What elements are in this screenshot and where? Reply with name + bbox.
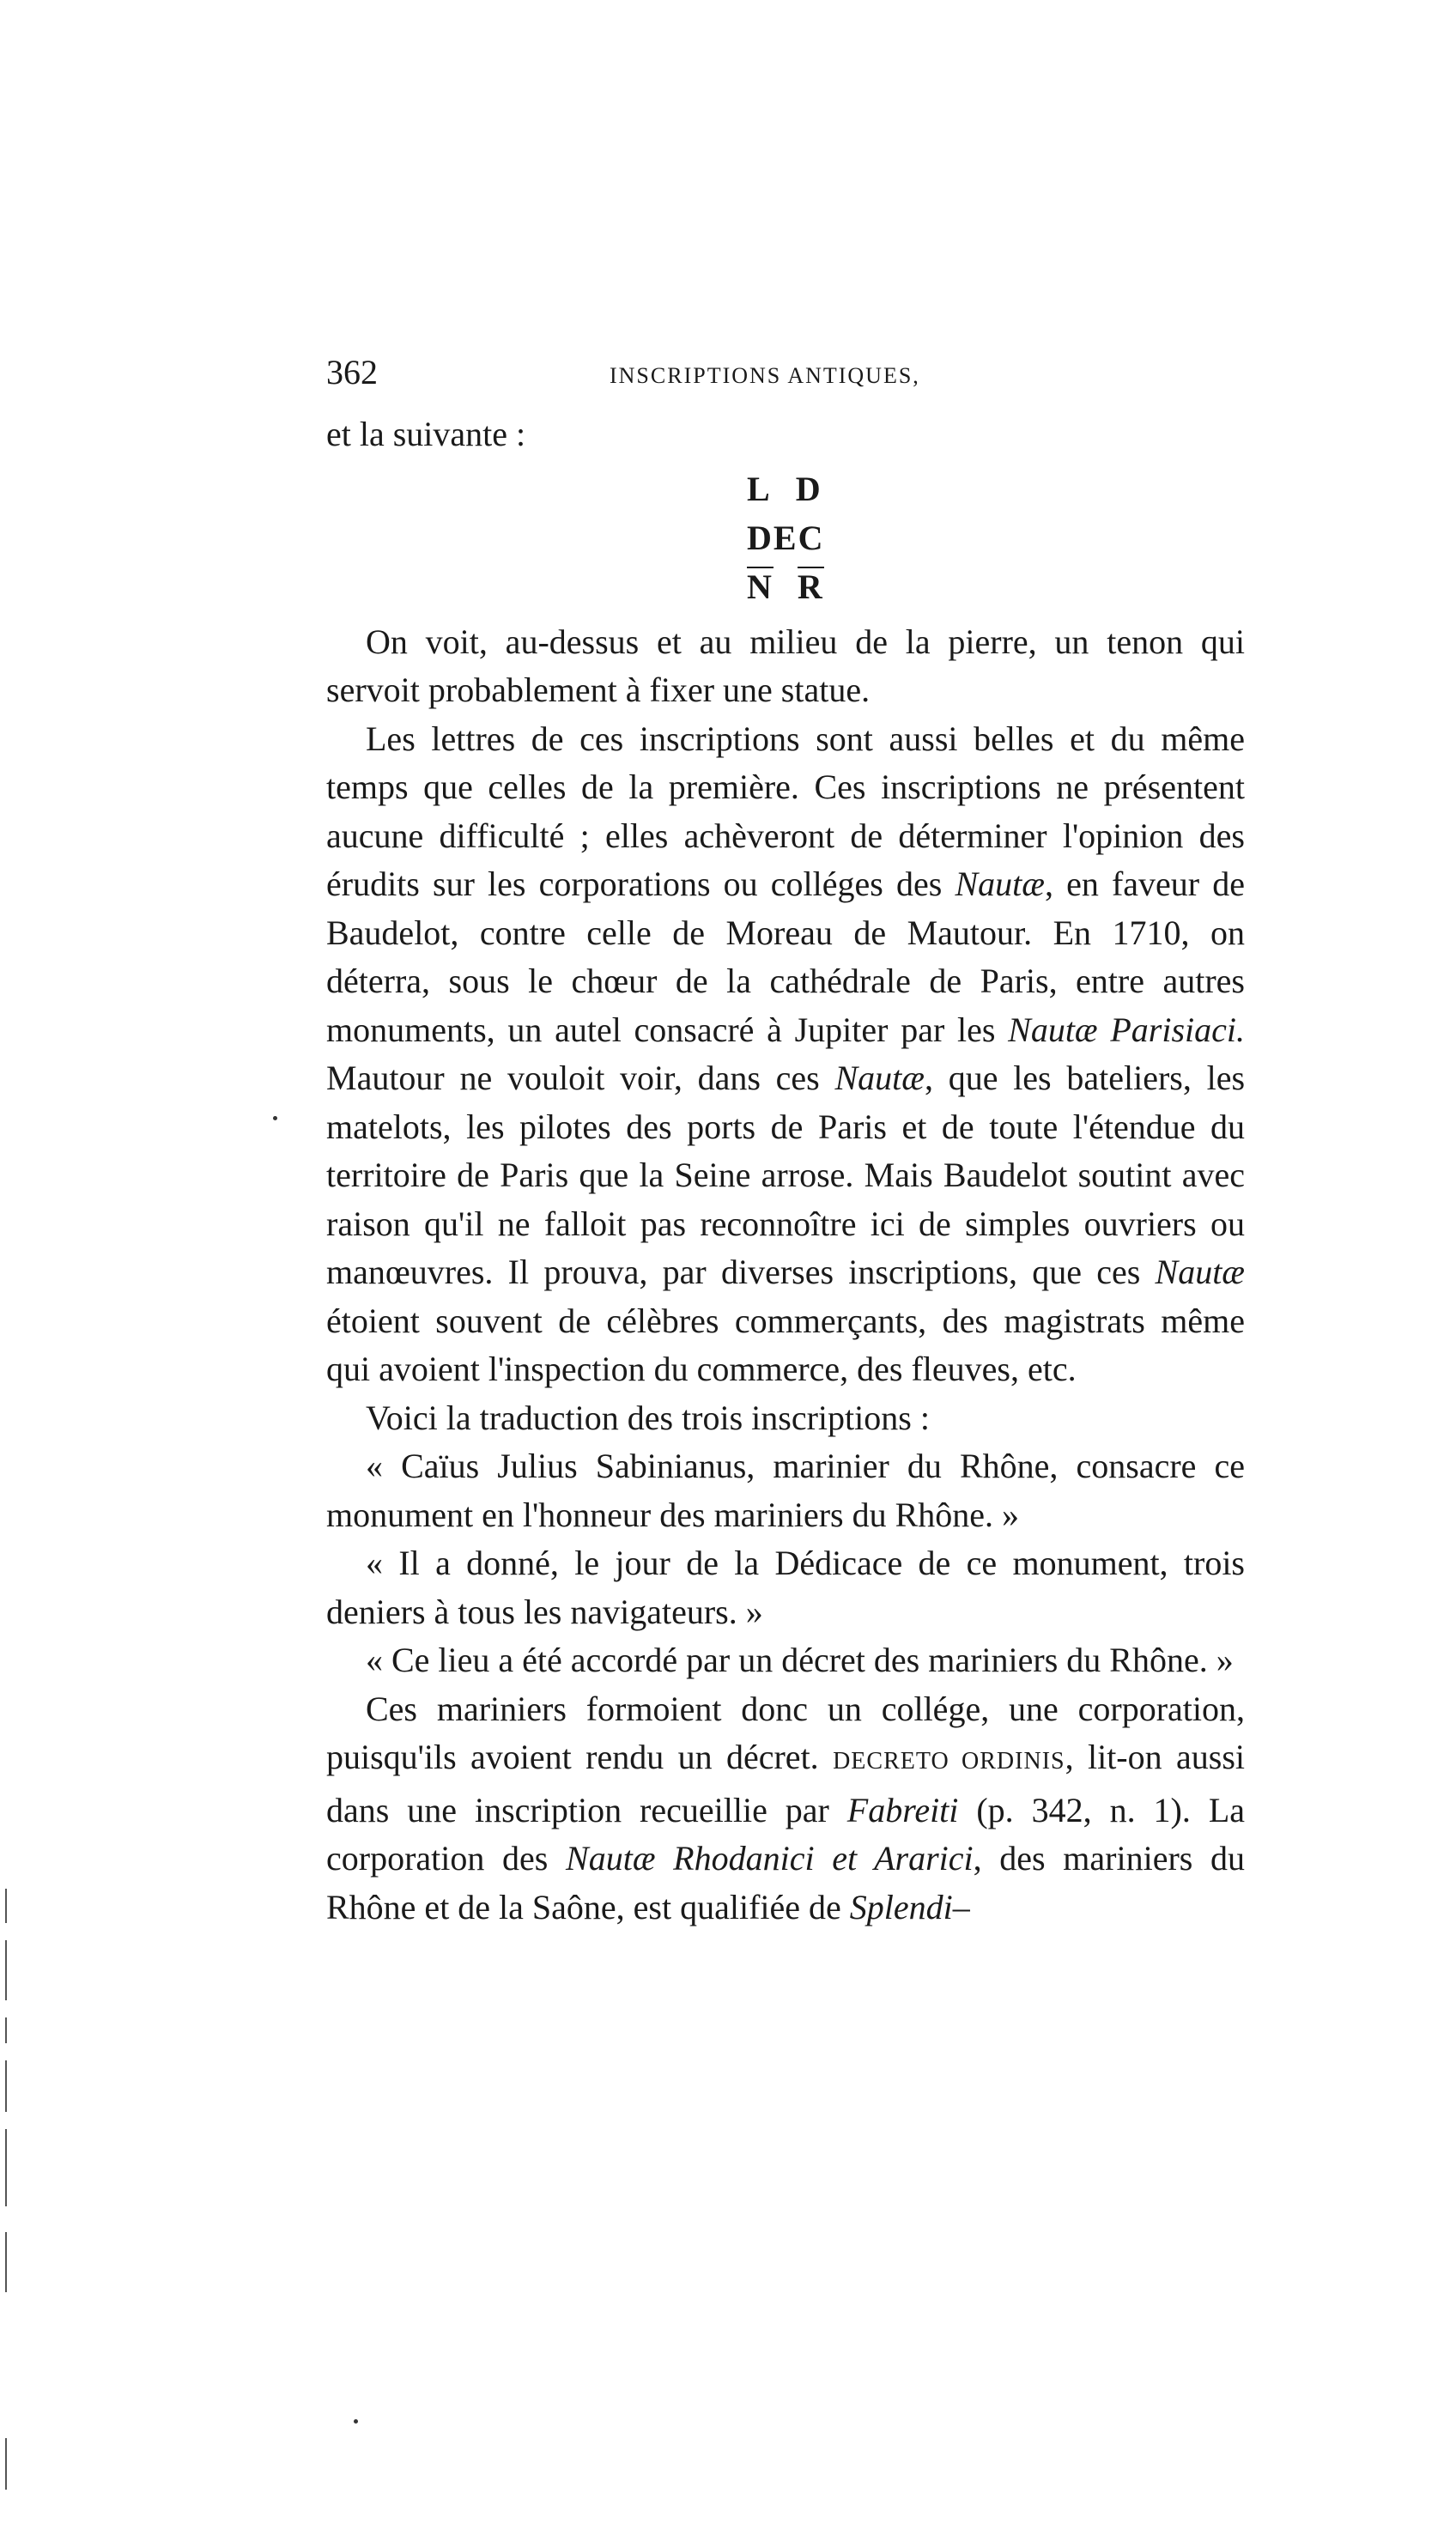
paragraph: Voici la traduction des trois inscriptions : <box>366 1398 930 1437</box>
scan-margin-mark <box>5 1889 7 1923</box>
scan-margin-mark <box>5 2232 7 2292</box>
scan-margin-mark <box>5 2017 7 2043</box>
paragraph: Ces mariniers formoient donc un collége, une corporation, puisqu'ils avoient rendu un décret. DECRETO ORDINIS, lit-on aussi dans une inscription recueillie par Fabreiti (p. 342, n. 1). La corporation des Nautæ Rhodanici et Ararici, des mariniers du Rhône et de la Saône, est qualifiée de Splendi– <box>326 1689 1246 1926</box>
intro-line: et la suivante : <box>326 415 526 453</box>
latin-inscription <box>747 464 1245 611</box>
scan-speck <box>354 2419 358 2424</box>
quotation: « Il a donné, le jour de la Dédicace de ce monument, trois deniers à tous les navigateurs. » <box>326 1544 1245 1631</box>
paragraph: On voit, au-dessus et au milieu de la pierre, un tenon qui servoit probablement à fixer une statue. <box>326 622 1245 709</box>
scan-margin-mark <box>5 2060 7 2112</box>
quotation: « Caïus Julius Sabinianus, marinier du Rhône, consacre ce monument en l'honneur des mariniers du Rhône. » <box>326 1447 1245 1534</box>
page-header <box>326 347 1253 398</box>
inscription-line-3: N R <box>747 567 824 606</box>
inscription-line-1: L D <box>747 469 822 508</box>
scan-margin-mark <box>5 2129 7 2206</box>
scan-margin-mark <box>5 2438 7 2490</box>
body-text <box>326 410 1245 1932</box>
scan-speck <box>273 1116 277 1120</box>
quotation: « Ce lieu a été accordé par un décret des mariniers du Rhône. » <box>366 1641 1234 1679</box>
inscription-line-2: DEC <box>747 518 825 557</box>
paragraph: Les lettres de ces inscriptions sont aussi belles et du même temps que celles de la première. Ces inscriptions ne présentent aucune difficulté ; elles achèveront de déterminer l'opinion des érudits sur les corporations ou colléges des Nautæ, en faveur de Baudelot, contre celle de Moreau de Mautour. En 1710, on déterra, sous le chœur de la cathédrale de Paris, entre autres monuments, un autel consacré à Jupiter par les Nautæ Parisiaci. Mautour ne vouloit voir, dans ces Nautæ, que les bateliers, les matelots, les pilotes des ports de Paris et de toute l'étendue du territoire de Paris que la Seine arrose. Mais Baudelot soutint avec raison qu'il ne falloit pas reconnoître ici de simples ouvriers ou manœuvres. Il prouva, par diverses inscriptions, que ces Nautæ étoient souvent de célèbres commerçants, des magistrats même qui avoient l'inspection du commerce, des fleuves, etc. <box>326 719 1246 1388</box>
running-title: INSCRIPTIONS ANTIQUES, <box>610 363 920 388</box>
page-number: 362 <box>326 353 378 391</box>
scan-margin-mark <box>5 1940 7 2000</box>
